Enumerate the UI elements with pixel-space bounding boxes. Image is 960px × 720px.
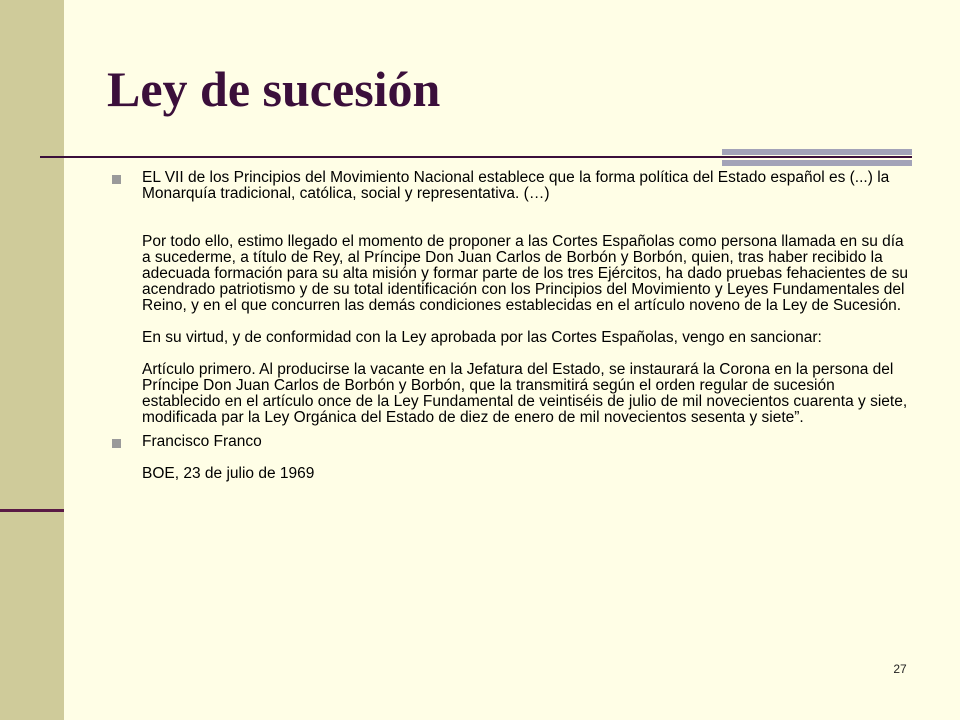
decree-paragraph-2: Por todo ello, estimo llegado el momento de proponer a las Cortes Españolas como persona llamada en su día a sucederme, a título de Rey, al Príncipe Don Juan Carlos de Borbón y Borbón, quien, tras haber recibido la adecuada formación para su alta misión y formar parte de los tres Ejércitos, ha dado pruebas fehacientes de su acendrado patriotismo y de su total identificación con los Principios del Movimiento y Leyes Fundamentales del Reino, y en el que concurren las demás condiciones establecidas en el artículo noveno de la Ley de Sucesión.	[142, 233, 913, 314]
source-citation: BOE, 23 de julio de 1969	[142, 465, 315, 482]
bullet-item-signature	[112, 434, 912, 482]
decree-paragraph-3: En su virtud, y de conformidad con la Ley aprobada por las Cortes Españolas, vengo en sancionar:	[142, 329, 822, 346]
left-band-rule	[0, 509, 64, 512]
decree-intro: EL VII de los Principios del Movimiento Nacional establece que la forma política del Estado español es (...) la Monarquía tradicional, católica, social y representativa. (…)	[142, 169, 894, 202]
decree-article-1: Artículo primero. Al producirse la vacante en la Jefatura del Estado, se instaurará la Corona en la persona del Príncipe Don Juan Carlos de Borbón y Borbón, que la transmitirá según el orden regular de sucesión establecido en el artículo once de la Ley Fundamental de veintiséis de julio de mil novecientos cuarenta y siete, modificada par la Ley Orgánica del Estado de diez de enero de mil novecientos sesenta y siete”.	[142, 361, 912, 426]
page-number: 27	[893, 662, 907, 676]
slide-body	[112, 170, 912, 482]
square-bullet-icon	[112, 175, 121, 184]
left-decorative-band	[0, 0, 64, 720]
title-accent-bar-top	[722, 149, 912, 155]
title-accent-bar-bottom	[722, 160, 912, 166]
signatory-name: Francisco Franco	[142, 433, 262, 450]
slide-title: Ley de sucesión	[107, 61, 441, 117]
bullet-item-decree	[112, 170, 912, 426]
title-underline	[40, 156, 912, 158]
square-bullet-icon	[112, 439, 121, 448]
